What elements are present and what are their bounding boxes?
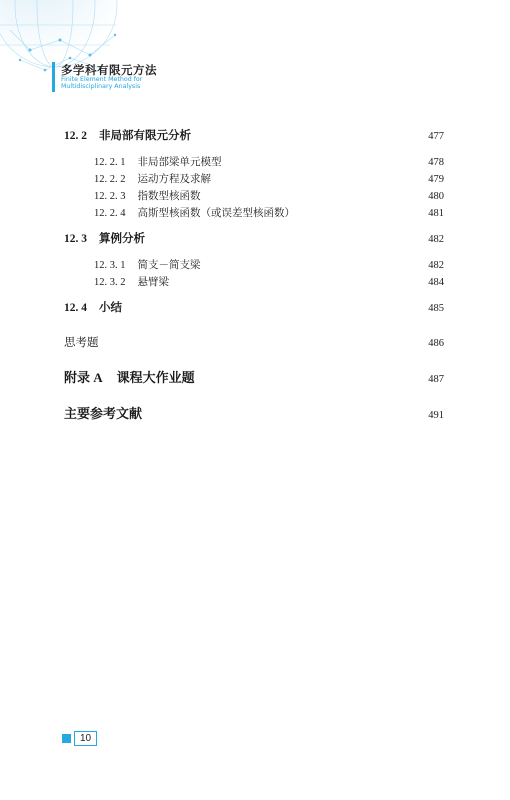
toc-entry[interactable] [64, 296, 444, 315]
toc-number: 12. 2. 1 [94, 157, 126, 168]
toc-number: 12. 2. 4 [94, 208, 126, 219]
toc-title: 悬臂梁 [137, 276, 169, 288]
toc-number: 12. 2 [64, 130, 87, 142]
toc-page: 478 [428, 157, 444, 168]
toc-entry[interactable] [64, 331, 444, 350]
toc-title: 算例分析 [99, 231, 145, 245]
toc-title: 运动方程及求解 [137, 173, 211, 185]
toc-entry[interactable] [64, 367, 444, 386]
toc-number: 12. 2. 2 [94, 174, 126, 185]
toc-page: 487 [428, 374, 444, 385]
toc-page: 491 [428, 410, 444, 421]
toc-page: 484 [428, 277, 444, 288]
book-title: 多学科有限元方法 [61, 63, 157, 77]
toc-title: 课程大作业题 [116, 371, 195, 386]
book-subtitle [61, 76, 142, 90]
toc-page: 482 [428, 234, 444, 245]
toc-entry[interactable] [94, 270, 444, 289]
toc-page: 486 [428, 338, 444, 349]
toc-number: 12. 3. 1 [94, 260, 126, 271]
header-accent-bar [52, 62, 55, 92]
page-marker-square [62, 734, 71, 743]
toc-entry[interactable] [94, 201, 444, 220]
globe-network-graphic [0, 0, 150, 110]
toc-page: 482 [428, 260, 444, 271]
toc-page: 485 [428, 303, 444, 314]
book-subtitle-line-1: Finite Element Method for [61, 76, 143, 83]
page-number-box [62, 731, 97, 745]
toc-entry[interactable] [64, 124, 444, 143]
toc-title: 小结 [99, 300, 122, 314]
toc-entry[interactable] [64, 403, 444, 422]
toc-title: 非局部梁单元模型 [137, 156, 222, 168]
toc-page: 477 [428, 131, 444, 142]
toc-number: 12. 3. 2 [94, 277, 126, 288]
toc-page: 480 [428, 191, 444, 202]
toc-title: 非局部有限元分析 [99, 128, 191, 142]
toc-entry[interactable] [64, 227, 444, 246]
toc-page: 481 [428, 208, 444, 219]
toc-number: 12. 3 [64, 233, 87, 245]
toc-page: 479 [428, 174, 444, 185]
toc-title: 高斯型核函数（或误差型核函数） [137, 207, 295, 219]
toc-number: 12. 2. 3 [94, 191, 126, 202]
page-number: 10 [74, 731, 97, 746]
book-subtitle-line-2: Multidisciplinary Analysis [61, 83, 141, 90]
toc-number: 附录 A [64, 370, 103, 385]
toc-title: 简支－简支梁 [137, 259, 201, 271]
toc-number: 12. 4 [64, 302, 87, 314]
toc-title: 主要参考文献 [64, 407, 143, 422]
toc-title: 思考题 [64, 335, 99, 349]
toc-title: 指数型核函数 [137, 190, 201, 202]
